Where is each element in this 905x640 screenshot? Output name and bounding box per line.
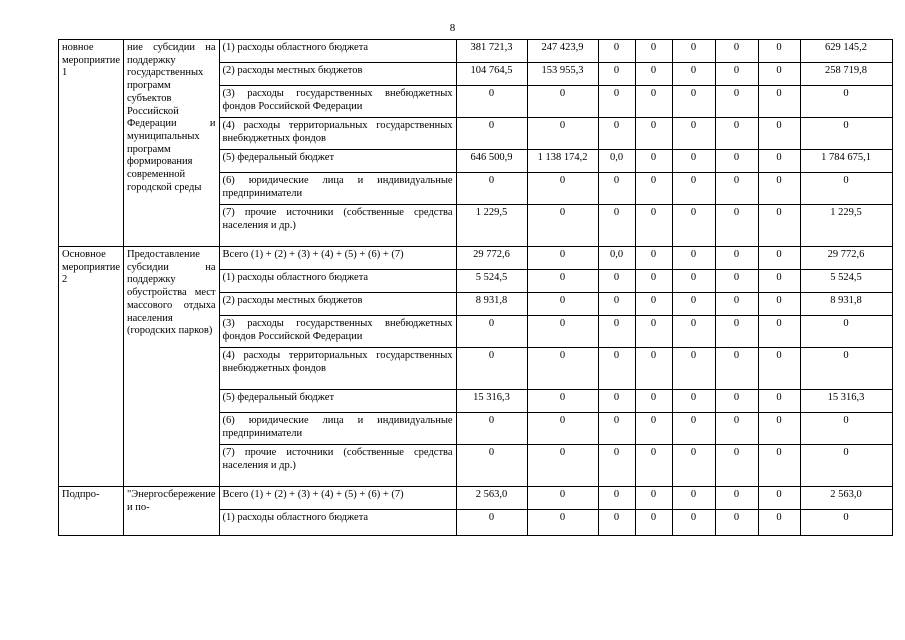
year-value: 0 <box>527 316 598 348</box>
funding-source: (3) расходы государственных внебюджетных фондов Российской Федерации <box>219 316 456 348</box>
budget-table <box>58 39 893 536</box>
year-value: 0 <box>456 316 527 348</box>
year-value: 0 <box>758 205 800 247</box>
budget-table-body <box>59 40 893 536</box>
year-value: 0 <box>635 293 672 316</box>
year-value: 0 <box>672 118 715 150</box>
year-value: 0 <box>635 40 672 63</box>
year-value: 0 <box>672 270 715 293</box>
year-value: 0 <box>715 173 758 205</box>
funding-source: (7) прочие источники (собственные средства населения и др.) <box>219 205 456 247</box>
year-value: 0 <box>527 413 598 445</box>
year-value: 15 316,3 <box>456 390 527 413</box>
year-value: 0 <box>635 205 672 247</box>
year-value: 0 <box>527 445 598 487</box>
year-value: 0 <box>758 118 800 150</box>
year-value: 0 <box>715 445 758 487</box>
year-value: 646 500,9 <box>456 150 527 173</box>
total-value: 0 <box>800 118 892 150</box>
year-value: 0 <box>715 205 758 247</box>
year-value: 0 <box>758 150 800 173</box>
year-value: 1 229,5 <box>456 205 527 247</box>
year-value: 0 <box>715 40 758 63</box>
funding-source: (2) расходы местных бюджетов <box>219 63 456 86</box>
year-value: 0 <box>758 445 800 487</box>
year-value: 0 <box>672 510 715 536</box>
funding-source: (6) юридические лица и индивидуальные предприниматели <box>219 413 456 445</box>
table-row <box>59 247 893 270</box>
year-value: 0 <box>715 413 758 445</box>
year-value: 0 <box>635 413 672 445</box>
year-value: 1 138 174,2 <box>527 150 598 173</box>
year-value: 0 <box>635 173 672 205</box>
year-value: 0 <box>635 390 672 413</box>
total-value: 0 <box>800 413 892 445</box>
total-value: 0 <box>800 173 892 205</box>
year-value: 0 <box>672 40 715 63</box>
total-value: 1 229,5 <box>800 205 892 247</box>
year-value: 0 <box>456 510 527 536</box>
year-value: 381 721,3 <box>456 40 527 63</box>
year-value: 0 <box>456 413 527 445</box>
funding-source: (1) расходы областного бюджета <box>219 510 456 536</box>
year-value: 0 <box>598 118 635 150</box>
year-value: 0 <box>672 86 715 118</box>
total-value: 258 719,8 <box>800 63 892 86</box>
year-value: 0 <box>715 247 758 270</box>
year-value: 8 931,8 <box>456 293 527 316</box>
year-value: 0 <box>598 40 635 63</box>
year-value: 0 <box>758 510 800 536</box>
year-value: 0 <box>715 348 758 390</box>
year-value: 0 <box>456 118 527 150</box>
year-value: 104 764,5 <box>456 63 527 86</box>
year-value: 0 <box>672 316 715 348</box>
year-value: 29 772,6 <box>456 247 527 270</box>
year-value: 0 <box>635 150 672 173</box>
total-value: 0 <box>800 86 892 118</box>
measure-name: Подпро- <box>59 487 124 536</box>
year-value: 0 <box>758 173 800 205</box>
funding-source: (4) расходы территориальных государственных внебюджетных фондов <box>219 118 456 150</box>
year-value: 0 <box>758 247 800 270</box>
year-value: 0 <box>598 390 635 413</box>
year-value: 5 524,5 <box>456 270 527 293</box>
year-value: 0 <box>456 86 527 118</box>
year-value: 0 <box>672 205 715 247</box>
year-value: 0 <box>527 118 598 150</box>
year-value: 0 <box>635 316 672 348</box>
year-value: 0 <box>715 86 758 118</box>
year-value: 0 <box>672 293 715 316</box>
year-value: 0 <box>635 445 672 487</box>
year-value: 0 <box>758 390 800 413</box>
year-value: 0 <box>456 348 527 390</box>
year-value: 0 <box>715 487 758 510</box>
year-value: 0 <box>635 247 672 270</box>
year-value: 2 563,0 <box>456 487 527 510</box>
funding-source: Всего (1) + (2) + (3) + (4) + (5) + (6) + (7) <box>219 487 456 510</box>
year-value: 0 <box>635 348 672 390</box>
year-value: 0 <box>598 270 635 293</box>
year-value: 0 <box>715 316 758 348</box>
table-row <box>59 40 893 63</box>
year-value: 0,0 <box>598 150 635 173</box>
year-value: 0 <box>598 173 635 205</box>
measure-description: Предоставление субсидии на поддержку обустройства мест массового отдыха населения (городских парков) <box>123 247 219 487</box>
year-value: 0 <box>598 63 635 86</box>
year-value: 0 <box>715 390 758 413</box>
year-value: 0 <box>672 173 715 205</box>
year-value: 0 <box>672 390 715 413</box>
year-value: 0 <box>715 150 758 173</box>
year-value: 0 <box>598 348 635 390</box>
year-value: 0 <box>672 413 715 445</box>
year-value: 0 <box>758 487 800 510</box>
year-value: 0 <box>527 510 598 536</box>
year-value: 0 <box>715 270 758 293</box>
year-value: 0 <box>598 205 635 247</box>
year-value: 0 <box>715 510 758 536</box>
year-value: 0 <box>758 316 800 348</box>
year-value: 0,0 <box>598 247 635 270</box>
year-value: 0 <box>635 86 672 118</box>
year-value: 0 <box>527 487 598 510</box>
funding-source: (2) расходы местных бюджетов <box>219 293 456 316</box>
funding-source: (5) федеральный бюджет <box>219 390 456 413</box>
year-value: 0 <box>527 293 598 316</box>
total-value: 0 <box>800 316 892 348</box>
year-value: 0 <box>598 86 635 118</box>
year-value: 0 <box>635 270 672 293</box>
year-value: 0 <box>527 390 598 413</box>
year-value: 0 <box>456 445 527 487</box>
year-value: 0 <box>635 118 672 150</box>
year-value: 0 <box>527 348 598 390</box>
total-value: 2 563,0 <box>800 487 892 510</box>
funding-source: (1) расходы областного бюджета <box>219 40 456 63</box>
funding-source: (4) расходы территориальных государственных внебюджетных фондов <box>219 348 456 390</box>
year-value: 0 <box>715 293 758 316</box>
year-value: 0 <box>758 348 800 390</box>
year-value: 0 <box>672 247 715 270</box>
year-value: 0 <box>715 118 758 150</box>
year-value: 0 <box>635 487 672 510</box>
total-value: 1 784 675,1 <box>800 150 892 173</box>
year-value: 0 <box>598 445 635 487</box>
funding-source: (7) прочие источники (собственные средства населения и др.) <box>219 445 456 487</box>
year-value: 0 <box>672 63 715 86</box>
year-value: 0 <box>758 270 800 293</box>
year-value: 0 <box>672 348 715 390</box>
year-value: 0 <box>527 270 598 293</box>
funding-source: Всего (1) + (2) + (3) + (4) + (5) + (6) + (7) <box>219 247 456 270</box>
total-value: 0 <box>800 445 892 487</box>
total-value: 0 <box>800 348 892 390</box>
year-value: 0 <box>456 173 527 205</box>
funding-source: (5) федеральный бюджет <box>219 150 456 173</box>
year-value: 0 <box>598 487 635 510</box>
total-value: 29 772,6 <box>800 247 892 270</box>
year-value: 0 <box>527 86 598 118</box>
year-value: 0 <box>715 63 758 86</box>
year-value: 0 <box>672 150 715 173</box>
funding-source: (1) расходы областного бюджета <box>219 270 456 293</box>
year-value: 0 <box>758 86 800 118</box>
page-number: 8 <box>449 22 456 34</box>
total-value: 5 524,5 <box>800 270 892 293</box>
measure-description: ние субсидии на поддержку государственных программ субъектов Российской Федерации и муниципальных программ формирования современной городской среды <box>123 40 219 247</box>
year-value: 0 <box>527 247 598 270</box>
year-value: 0 <box>598 293 635 316</box>
total-value: 629 145,2 <box>800 40 892 63</box>
year-value: 0 <box>758 413 800 445</box>
measure-description: "Энергосбережение и по- <box>123 487 219 536</box>
year-value: 0 <box>527 205 598 247</box>
year-value: 247 423,9 <box>527 40 598 63</box>
measure-name: новное мероприятие 1 <box>59 40 124 247</box>
year-value: 0 <box>598 316 635 348</box>
year-value: 0 <box>635 63 672 86</box>
table-row <box>59 487 893 510</box>
year-value: 153 955,3 <box>527 63 598 86</box>
year-value: 0 <box>672 445 715 487</box>
year-value: 0 <box>758 40 800 63</box>
year-value: 0 <box>527 173 598 205</box>
total-value: 8 931,8 <box>800 293 892 316</box>
total-value: 15 316,3 <box>800 390 892 413</box>
total-value: 0 <box>800 510 892 536</box>
year-value: 0 <box>758 293 800 316</box>
funding-source: (6) юридические лица и индивидуальные предприниматели <box>219 173 456 205</box>
year-value: 0 <box>598 413 635 445</box>
year-value: 0 <box>635 510 672 536</box>
year-value: 0 <box>598 510 635 536</box>
measure-name: Основное мероприятие 2 <box>59 247 124 487</box>
year-value: 0 <box>672 487 715 510</box>
funding-source: (3) расходы государственных внебюджетных фондов Российской Федерации <box>219 86 456 118</box>
year-value: 0 <box>758 63 800 86</box>
